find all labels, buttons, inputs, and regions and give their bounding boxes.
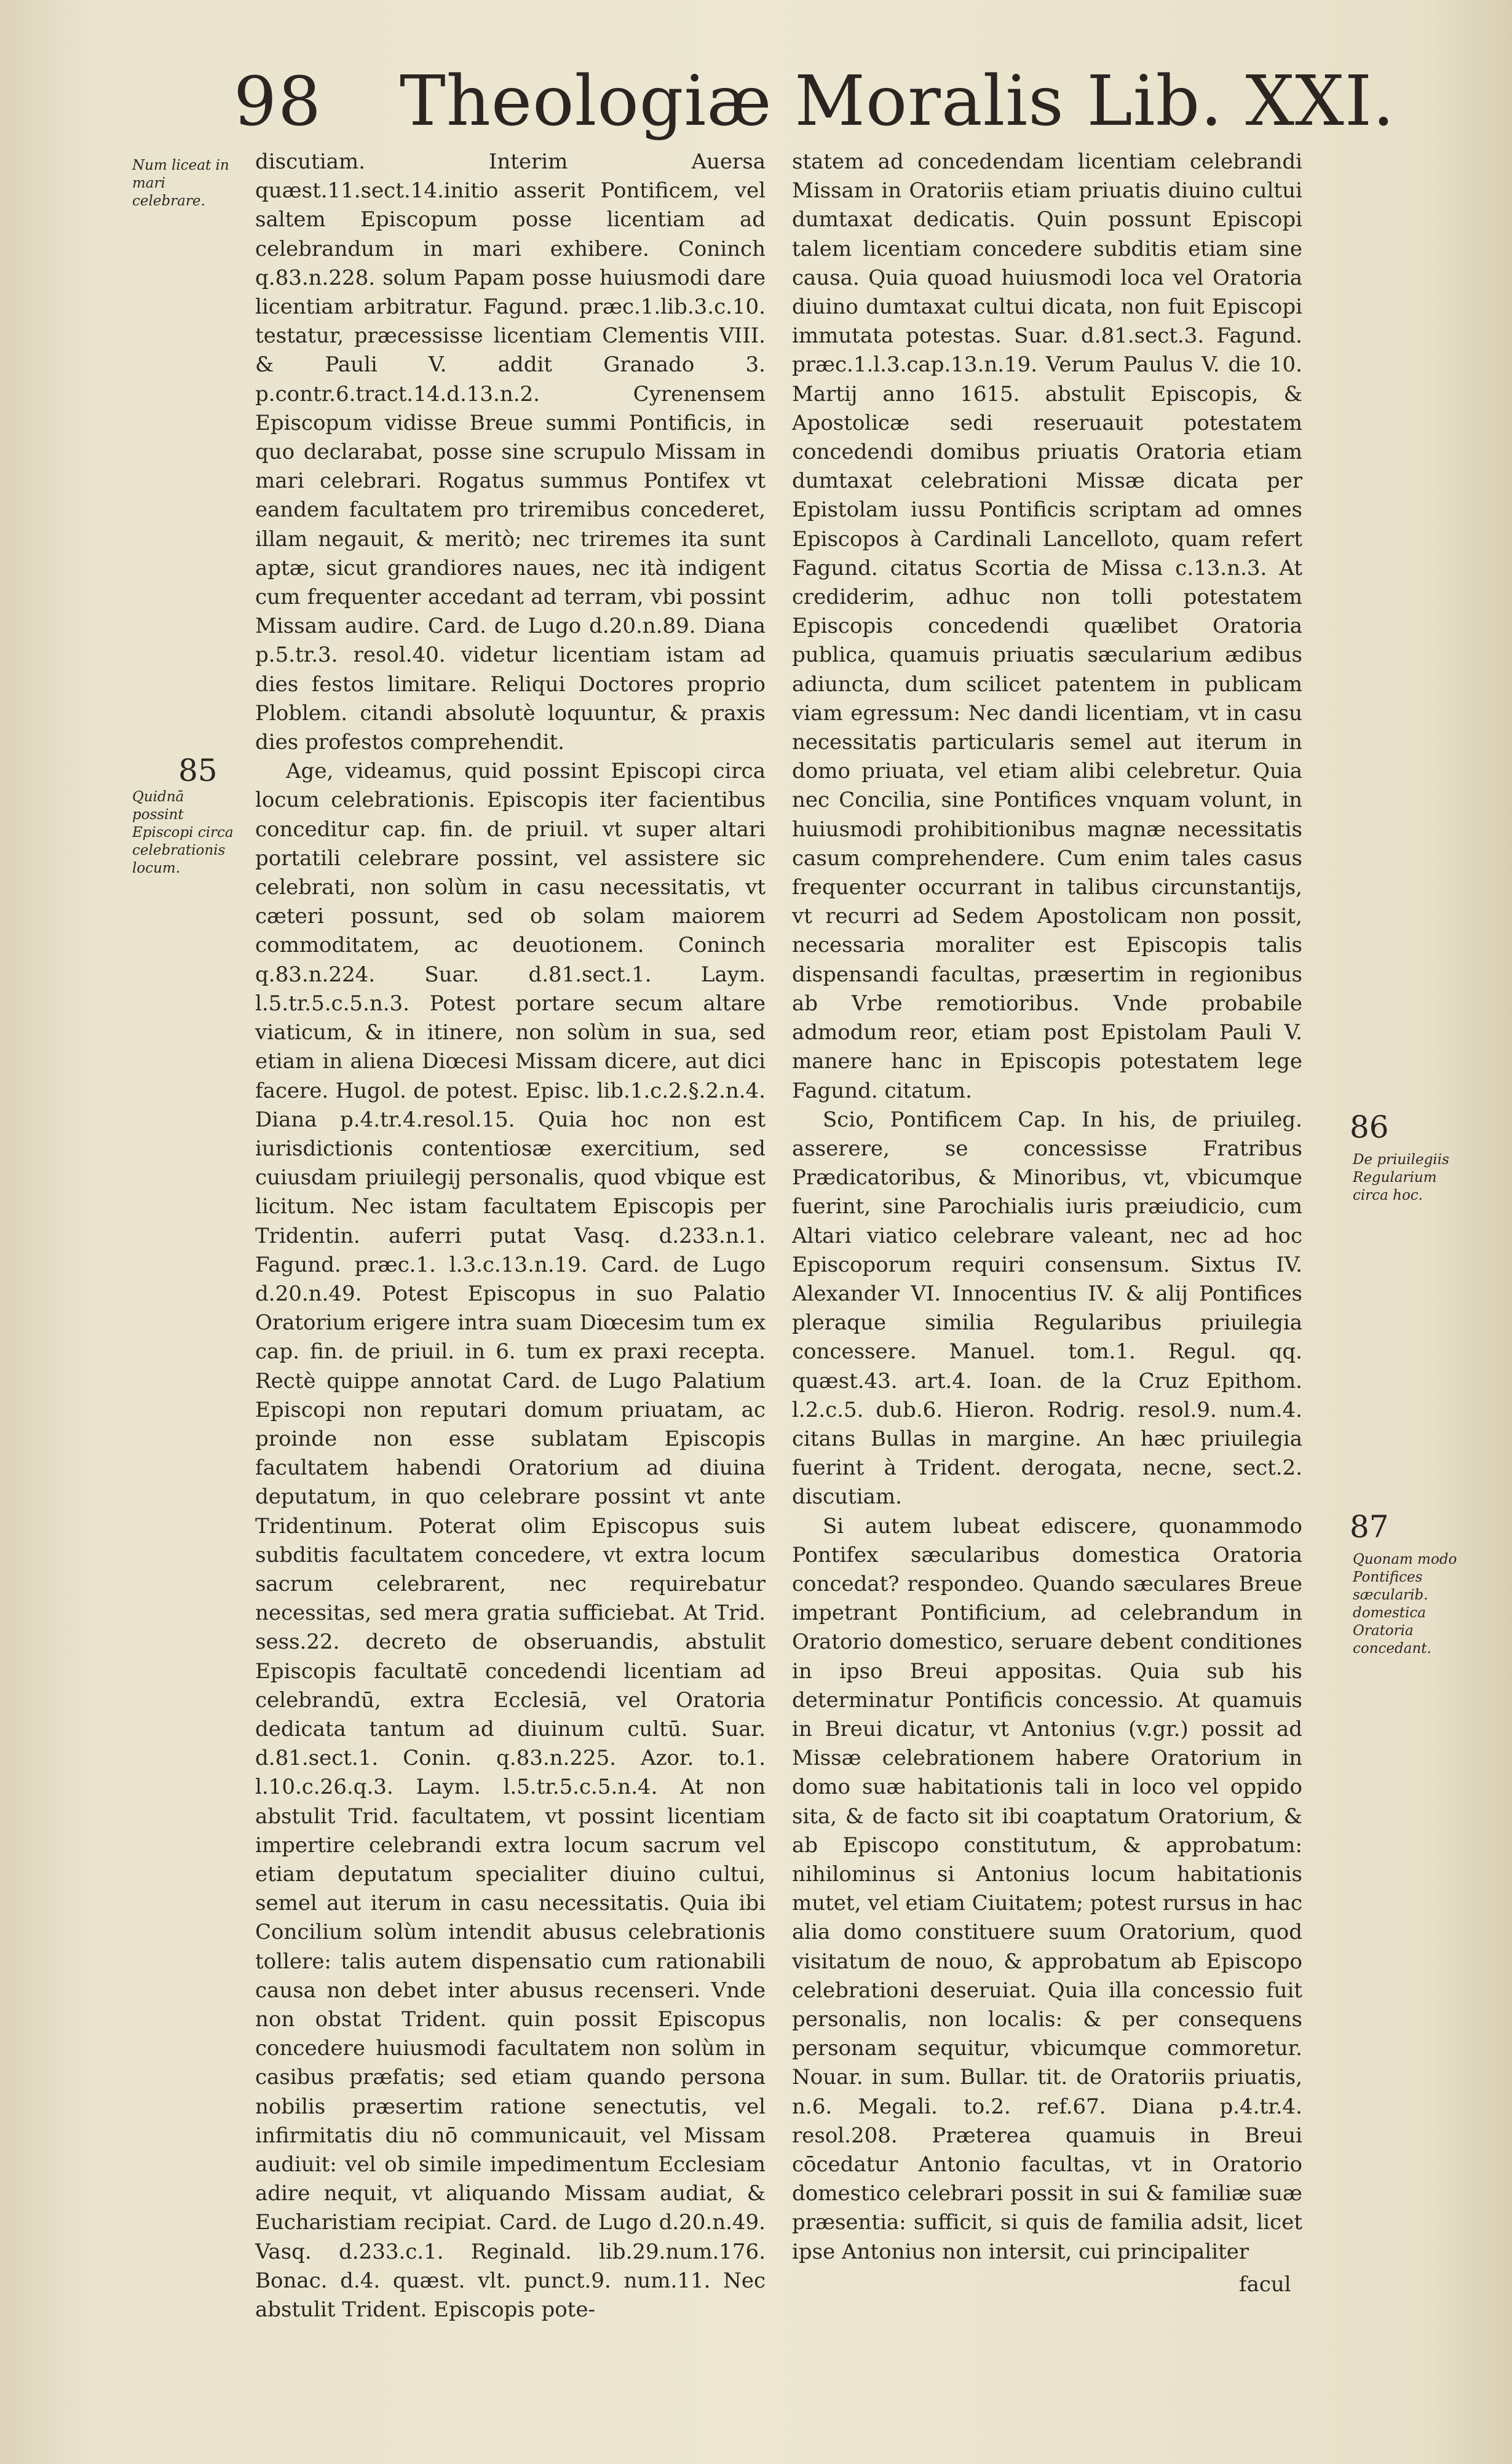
paragraph-84-end: discutiam. Interim Auersa quæst.11.sect.14.initio asserit Pontificem, vel saltem Episcopum posse licentiam ad celebrandum in mari exhibere. Coninch q.83.n.228. solum Papam posse huiusmodi dare licentiam arbitratur. Fagund. præc.1.lib.3.c.10. testatur, præcessisse licentiam Clementis VIII. & Pauli V. addit Granado 3. p.contr.6.tract.14.d.13.n.2. Cyrenensem Episcopum vidisse Breue summi Pontificis, in quo declarabat, posse sine scrupulo Missam in mari celebrari. Rogatus summus Pontifex vt eandem facultatem pro triremibus concederet, illam negauit, & meritò; nec triremes ita sunt aptæ, sicut grandiores naues, nec ità indigent cum frequenter accedant ad terram, vbi possint Missam audire. Card. de Lugo d.20.n.89. Diana p.5.tr.3. resol.40. videtur licentiam istam ad dies festos limitare. Reliqui Doctores proprio Ploblem. citandi absolutè loquuntur, & praxis dies profestos comprehendit. (255, 149, 766, 755)
paragraph-85: Age, videamus, quid possint Episcopi circa locum celebrationis. Episcopis iter facientibus conceditur cap. fin. de priuil. vt super altari portatili celebrare possint, vel assistere sic celebrati, non solùm in casu necessitatis, vt cæteri possunt, sed ob solam maiorem commoditatem, ac deuotionem. Coninch q.83.n.224. Suar. d.81.sect.1. Laym. l.5.tr.5.c.5.n.3. Potest portare secum altare viaticum, & in itinere, non solùm in sua, sed etiam in aliena Diœcesi Missam dicere, aut dici facere. Hugol. de potest. Episc. lib.1.c.2.§.2.n.4. Diana p.4.tr.4.resol.15. Quia hoc non est iurisdictionis contentiosæ exercitium, sed cuiusdam priuilegij personalis, quod vbique est licitum. Nec istam facultatem Episcopis per Tridentin. auferri putat Vasq. d.233.n.1. Fagund. præc.1. l.3.c.13.n.19. Card. de Lugo d.20.n.49. Potest Episcopus in suo Palatio Oratorium erigere intra suam Diœcesim tum ex cap. fin. de priuil. in 6. tum ex praxi recepta. Rectè quippe annotat Card. de Lugo Palatium Episcopi non reputari domum priuatam, ac proinde non esse sublatam Episcopis facultatem habendi Oratorium ad diuina deputatum, in quo celebrare possint vt ante Tridentinum. Poterat olim Episcopus suis subditis facultatem concedere, vt extra locum sacrum celebrarent, nec requirebatur necessitas, sed mera gratia sufficiebat. At Trid. sess.22. decreto de obseruandis, abstulit Episcopis facultatē concedendi licentiam ad celebrandū, extra Ecclesiā, vel Oratoria dedicata tantum ad diuinum cultū. Suar. d.81.sect.1. Conin. q.83.n.225. Azor. to.1. l.10.c.26.q.3. Laym. l.5.tr.5.c.5.n.4. At non abstulit Trid. facultatem, vt possint licentiam impertire celebrandi extra locum sacrum vel etiam deputatum specialiter diuino cultui, semel aut iterum in casu necessitatis. Quia ibi Concilium solùm intendit abusus celebrationis tollere: talis autem dispensatio cum rationabili causa non debet inter abusus recenseri. Vnde non obstat Trident. quin possit Episcopus concedere huiusmodi facultatem non solùm in casibus præfatis; sed etiam quando persona nobilis præsertim ratione senectutis, vel infirmitatis diu nō communicauit, vel Missam audiuit: vel ob simile impedimentum Ecclesiam adire nequit, vt aliquando Missam audiat, & Eucharistiam recipiat. Card. de Lugo d.20.n.49. Vasq. d.233.c.1. Reginald. lib.29.num.176. Bonac. d.4. quæst. vlt. punct.9. num.11. Nec abstulit Trident. Episcopis pote- (255, 759, 766, 2323)
section-number-85: 85 (178, 753, 218, 788)
section-number-87: 87 (1350, 1509, 1389, 1545)
margin-note-episcopi: Quidnā possint Episcopi circa celebrationis locum. (132, 789, 234, 876)
margin-note-mari: Num liceat in mari celebrare. (132, 157, 229, 209)
paragraph-86: Scio, Pontificem Cap. In his, de priuileg. asserere, se concessisse Fratribus Prædicatoribus, & Minoribus, vt, vbicumque fuerint, sine Parochialis iuris præiudicio, cum Altari viatico celebrare valeant, nec ad hoc Episcoporum requiri consensum. Sixtus IV. Alexander VI. Innocentius IV. & alij Pontifices pleraque similia Regularibus priuilegia concessere. Manuel. tom.1. Regul. qq. quæst.43. art.4. Ioan. de la Cruz Epithom. l.2.c.5. dub.6. Hieron. Rodrig. resol.9. num.4. citans Bullas in margine. An hæc priuilegia fuerint à Trident. derogata, necne, sect.2. discutiam. (792, 1107, 1302, 1510)
section-number-86: 86 (1350, 1109, 1389, 1145)
right-column (792, 148, 1302, 2267)
paragraph-85-cont: statem ad concedendam licentiam celebrandi Missam in Oratoriis etiam priuatis diuino cultui dumtaxat dedicatis. Quin possunt Episcopi talem licentiam concedere subditis etiam sine causa. Quia quoad huiusmodi loca vel Oratoria diuino dumtaxat cultui dicata, non fuit Episcopi immutata potestas. Suar. d.81.sect.3. Fagund. præc.1.l.3.cap.13.n.19. Verum Paulus V. die 10. Martij anno 1615. abstulit Episcopis, & Apostolicæ sedi reseruauit potestatem concedendi domibus priuatis Oratoria etiam dumtaxat celebrationi Missæ dicata per Epistolam iussu Pontificis scriptam ad omnes Episcopos à Cardinali Lancelloto, quam refert Fagund. citatus Scortia de Missa c.13.n.3. At crediderim, adhuc non tolli potestatem Episcopis concedendi quælibet Oratoria publica, quamuis priuatis sæcularium ædibus adiuncta, dum scilicet patentem in publicam viam egressum: Nec dandi licentiam, vt in casu necessitatis particularis semel aut iterum in domo priuata, vel etiam alibi celebretur. Quia nec Concilia, sine Pontifices vnquam volunt, in huiusmodi prohibitionibus magnæ necessitatis casum comprehendere. Cum enim tales casus frequenter occurrant in talibus circunstantijs, vt recurri ad Sedem Apostolicam non possit, necessaria moraliter est Episcopis talis dispensandi facultas, præsertim in regionibus ab Vrbe remotioribus. Vnde probabile admodum reor, etiam post Epistolam Pauli V. manere hanc in Episcopis potestatem lege Fagund. citatum. (792, 149, 1302, 1103)
running-title: Theologiæ Moralis Lib. XXI. (400, 61, 1395, 141)
paragraph-87: Si autem lubeat ediscere, quonammodo Pontifex sæcularibus domestica Oratoria concedat? respondeo. Quando sæculares Breue impetrant Pontificium, ad celebrandum in Oratorio domestico, seruare debent conditiones in ipso Breui appositas. Quia sub his determinatur Pontificis concessio. At quamuis in Breui dicatur, vt Antonius (v.gr.) possit ad Missæ celebrationem habere Oratorium in domo suæ habitationis tali in loco vel oppido sita, & de facto sit ibi coaptatum Oratorium, & ab Episcopo constitutum, & approbatum: nihilominus si Antonius locum habitationis mutet, vel etiam Ciuitatem; potest rursus in hac alia domo constituere suum Oratorium, quod visitatum de nouo, & approbatum ab Episcopo celebrationi deseruiat. Quia illa concessio fuit personalis, non localis: & per consequens personam sequitur, vbicumque commoretur. Nouar. in sum. Bullar. tit. de Oratoriis priuatis, n.6. Megali. to.2. ref.67. Diana p.4.tr.4. resol.208. Præterea quamuis in Breui cōcedatur Antonio facultas, vt in Oratorio domestico celebrari possit in sui & familiæ suæ præsentia: sufficit, si quis de familia adsit, licet ipse Antonius non intersit, cui principaliter (792, 1513, 1302, 2264)
catchword: facul (1239, 2272, 1291, 2297)
left-column (255, 148, 766, 2324)
page-number: 98 (234, 62, 322, 141)
page-header (234, 55, 1395, 148)
margin-note-regularium: De priuilegiis Regularium circa hoc. (1353, 1152, 1449, 1203)
margin-note-oratoria: Quonam modo Pontifices sæcularib. domestica Oratoria concedant. (1353, 1551, 1457, 1657)
